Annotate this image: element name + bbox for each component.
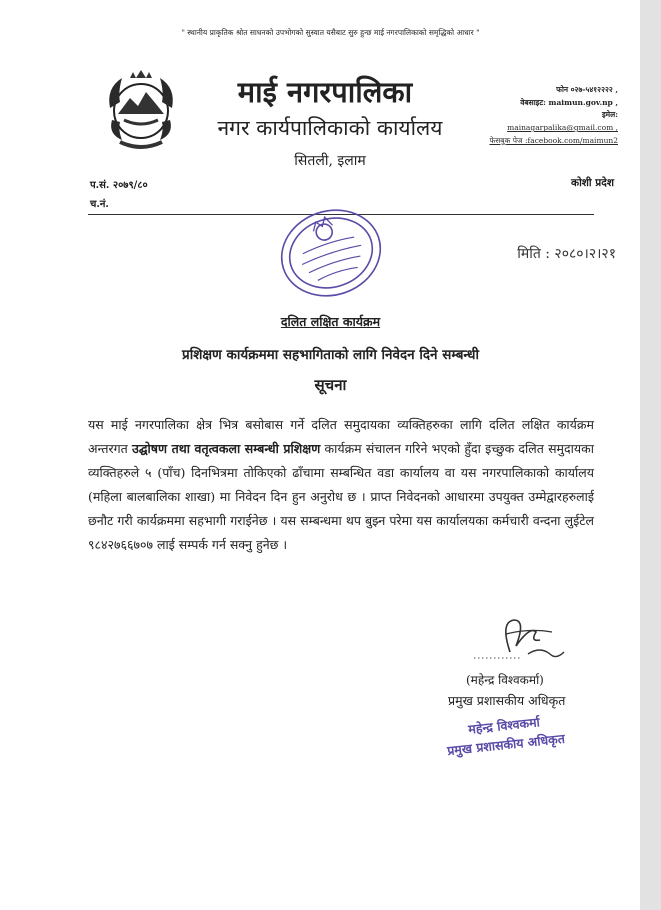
email-label: इमेल: bbox=[601, 110, 618, 120]
body-text-part: यस माई नगरपालिका क्षेत्र भित्र बसोबास गर्ने दलित समुदायका व्यक्तिहरुका लागि दलित लक्षित कार्यक्रम अन्तरगत bbox=[88, 417, 594, 456]
letter-date: मिति : २०८०।२।२१ bbox=[517, 246, 616, 262]
nepal-government-emblem-icon bbox=[100, 68, 182, 150]
signatory-name: (महेन्द्र विश्वकर्मा) bbox=[466, 673, 544, 687]
handwritten-signature-icon bbox=[470, 612, 580, 670]
province-label: कोशी प्रदेश bbox=[571, 177, 614, 189]
motto-text: " स्थानीय प्राकृतिक श्रोत साधनको उपभोगको सुस्वात यसैबाट सुरु हुन्छ माई नगरपालिकाको समृद्धिको आधार " bbox=[181, 28, 480, 37]
scan-edge bbox=[640, 0, 661, 910]
facebook-link[interactable]: फेसबुक पेज :facebook.com/maimun2 bbox=[489, 135, 618, 145]
subject-heading: प्रशिक्षण कार्यक्रममा सहभागिताको लागि निवेदन दिने सम्बन्धी bbox=[182, 347, 479, 363]
signatory-designation: प्रमुख प्रशासकीय अधिकृत bbox=[448, 693, 566, 708]
office-address: सितली, इलाम bbox=[294, 153, 366, 169]
phone-text: फोन ०२७-५४१२२२२ , bbox=[556, 85, 618, 94]
email-link[interactable]: mainagarpalika@gmail.com , bbox=[507, 123, 618, 133]
reference-number: प.सं. २०७९/८० bbox=[90, 180, 148, 191]
notice-heading: सूचना bbox=[314, 376, 347, 394]
reference-block bbox=[90, 176, 148, 214]
office-round-stamp-icon bbox=[276, 205, 386, 301]
office-name: नगर कार्यपालिकाको कार्यालय bbox=[217, 116, 443, 140]
dispatch-number: च.नं. bbox=[90, 199, 109, 210]
program-heading: दलित लक्षित कार्यक्रम bbox=[280, 314, 381, 329]
contact-block bbox=[489, 84, 618, 148]
training-name: उद्घोषण तथा वतृत्वकला सम्बन्धी प्रशिक्षण bbox=[132, 441, 321, 456]
seal-designation-text: प्रमुख प्रशासकीय अधिकृत bbox=[446, 730, 566, 759]
website-text: वेबसाइट: maimun.gov.np , bbox=[520, 97, 618, 107]
seal-name-text: महेन्द्र विश्वकर्मा bbox=[467, 714, 541, 737]
municipality-name: माई नगरपालिका bbox=[237, 75, 413, 109]
notice-body bbox=[88, 413, 594, 557]
body-text-part: कार्यक्रम संचालन गरिने भएको हुँदा इच्छुक दलित समुदायका व्यक्तिहरुले ५ (पाँच) दिनभित्रमा तोकिएको ढाँचामा सम्बन्धित वडा कार्यालय वा यस नगरपालिकाको कार्यालय (महिला बालबालिका शाखा) मा निवेदन दिन हुन अनुरोध छ । प्राप्त निवेदनको आधारमा उपयुक्त उम्मेद्वारहरुलाई छनौट गरी कार्यक्रममा सहभागी गराईनेछ । यस सम्बन्धमा थप बुझ्न परेमा यस कार्यालयका कर्मचारी वन्दना लुईटेल ९८४२७६६७०७ लाई सम्पर्क गर्न सक्नु हुनेछ । bbox=[88, 441, 594, 552]
